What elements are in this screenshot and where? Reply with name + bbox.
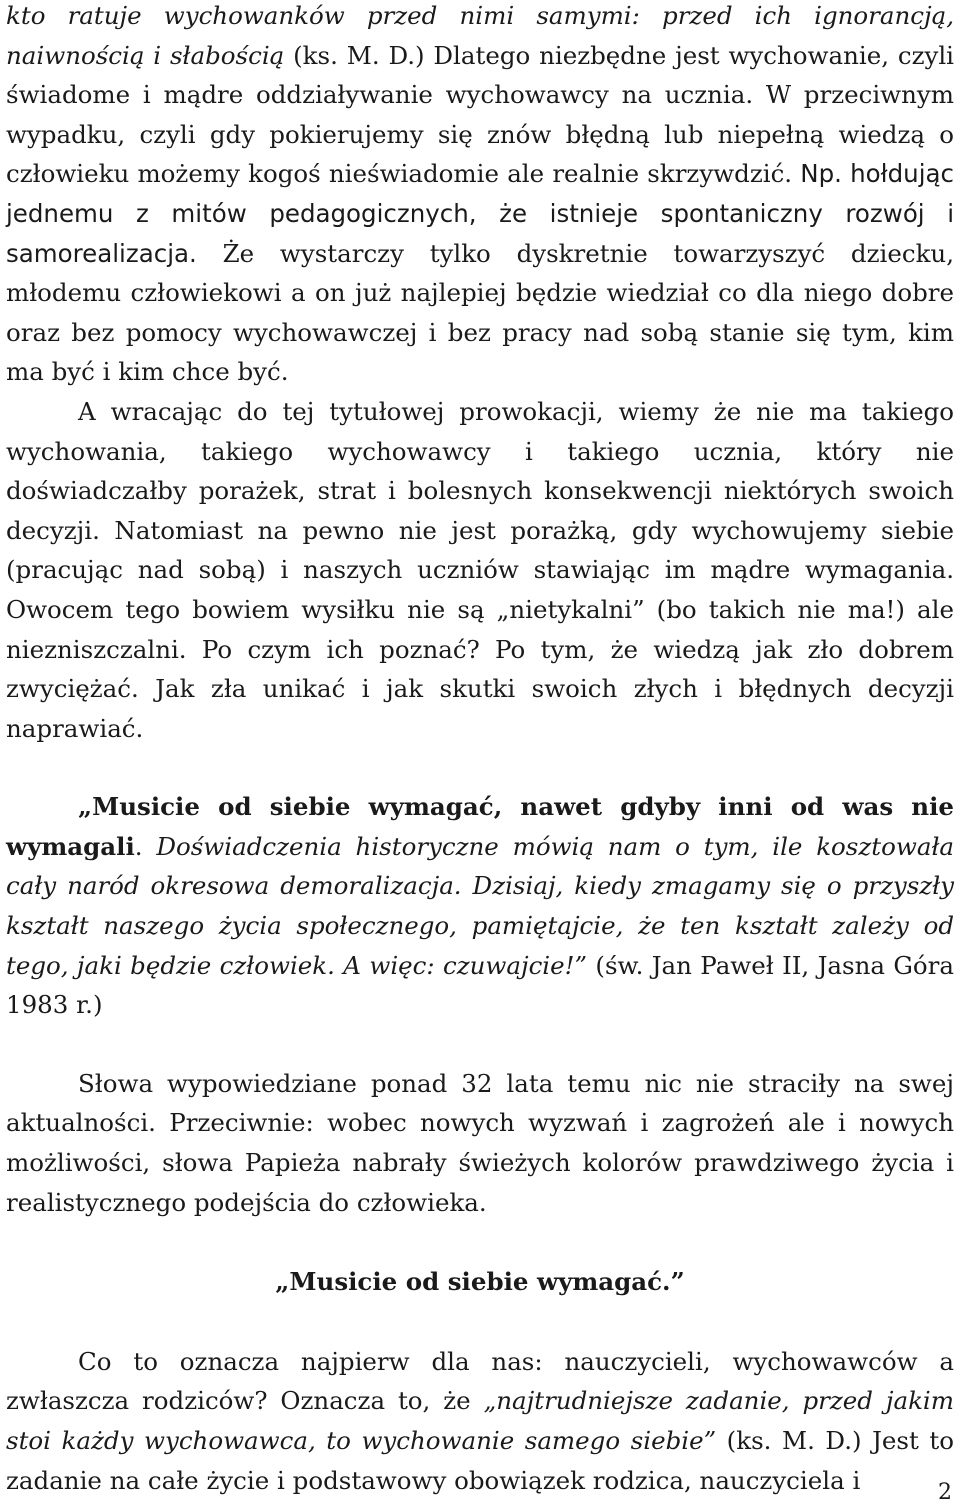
quote-source: (św. Jan Paweł II, Jasna Góra 1983 r.) bbox=[6, 950, 954, 1020]
paragraph-5-text-b: (ks. M. D.) Jest to zadanie na całe życie i podstawowy obowiązek rodzica, nauczyciela i bbox=[6, 1426, 954, 1495]
paragraph-5 bbox=[6, 1342, 954, 1500]
paragraph-1 bbox=[6, 0, 954, 392]
paragraph-1-text-b: Np. hołdując jednemu z mitów pedagogicznych, że istnieje spontaniczny rozwój i samorealizacja. bbox=[6, 159, 954, 268]
paragraph-5-text-a: Co to oznacza najpierw dla nas: nauczycieli, wychowawców a zwłaszcza rodziców? Oznacza to, że bbox=[6, 1346, 954, 1416]
quote-dot: . bbox=[134, 831, 143, 861]
paragraph-1-italic: kto ratuje wychowanków przed nimi samymi: przed ich ignorancją, naiwnością i słabością bbox=[6, 1, 954, 70]
section-heading-text: „Musicie od siebie wymagać.” bbox=[275, 1267, 685, 1297]
quote-bold: „Musicie od siebie wymagać, nawet gdyby inni od was nie wymagali bbox=[6, 792, 954, 861]
quote-italic: Doświadczenia historyczne mówią nam o tym, ile kosztowała cały naród okresowa demoralizacja. Dzisiaj, kiedy zmagamy się o przyszły kształt naszego życia społecznego, pamiętajcie, że ten kształt zależy od tego, jaki będzie człowiek. A więc: czuwajcie!” bbox=[6, 831, 954, 980]
section-heading bbox=[6, 1262, 954, 1302]
quote-paragraph bbox=[6, 787, 954, 1025]
paragraph-1-text-c: Że wystarczy tylko dyskretnie towarzyszyć dziecku, młodemu człowiekowi a on już najlepiej będzie wiedział co dla niego dobre oraz bez pomocy wychowawczej i bez pracy nad sobą stanie się tym, kim ma być i kim chce być. bbox=[6, 238, 954, 387]
page-number: 2 bbox=[938, 1480, 952, 1505]
paragraph-4: Słowa wypowiedziane ponad 32 lata temu nic nie straciły na swej aktualności. Przeciwnie: wobec nowych wyzwań i zagrożeń ale i nowych możliwości, słowa Papieża nabrały świeżych kolorów prawdziwego życia i realistycznego podejścia do człowieka. bbox=[6, 1068, 954, 1217]
paragraph-2: A wracając do tej tytułowej prowokacji, wiemy że nie ma takiego wychowania, takiego wychowawcy i takiego ucznia, który nie doświadczałby porażek, strat i bolesnych konsekwencji niektórych swoich decyzji. Natomiast na pewno nie jest porażką, gdy wychowujemy siebie (pracując nad sobą) i naszych uczniów stawiając im mądre wymagania. Owocem tego bowiem wysiłku nie są „nietykalni” (bo takich nie ma!) ale niezniszczalni. Po czym ich poznać? Po tym, że wiedzą jak zło dobrem zwyciężać. Jak zła unikać i jak skutki swoich złych i błędnych decyzji naprawiać. bbox=[6, 396, 954, 743]
paragraph-1-text-a: (ks. M. D.) Dlatego niezbędne jest wychowanie, czyli świadome i mądre oddziaływanie wychowawcy na ucznia. W przeciwnym wypadku, czyli gdy pokierujemy się znów błędną lub niepełną wiedzą o człowieku możemy kogoś nieświadomie ale realnie skrzywdzić. bbox=[6, 40, 954, 189]
document-page bbox=[6, 0, 954, 1500]
paragraph-5-italic: „najtrudniejsze zadanie, przed jakim stoi każdy wychowawca, to wychowanie samego siebie” bbox=[6, 1386, 954, 1455]
